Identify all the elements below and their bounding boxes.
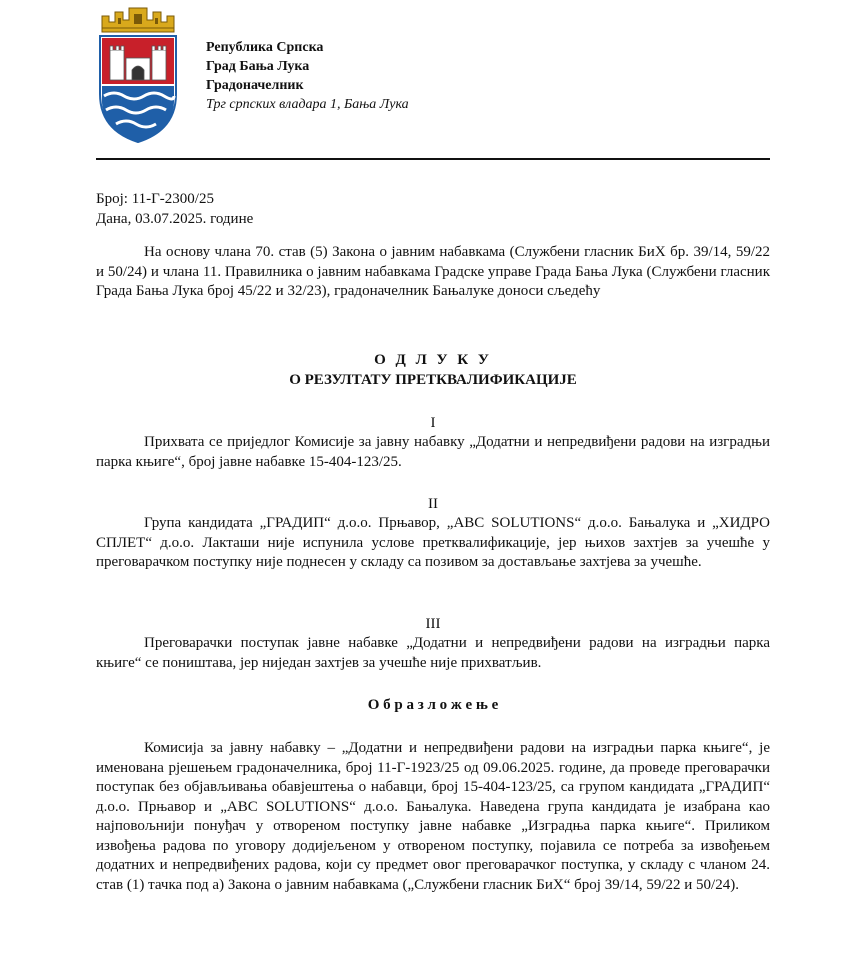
header-divider: [96, 158, 770, 160]
decision-subtitle: О РЕЗУЛТАТУ ПРЕТКВАЛИФИКАЦИЈЕ: [289, 372, 577, 388]
reference-number: Број: 11-Г-2300/25: [96, 191, 214, 207]
mural-crown-icon: [102, 8, 174, 32]
section-numeral: III: [425, 616, 441, 632]
document-reference: [96, 189, 253, 229]
section-text: Прихвата се приједлог Комисије за јавну набавку „Додатни и непредвиђени радови на изградњи парка књиге“, број јавне набавке 15-404-123/25.: [96, 434, 770, 470]
letterhead-office: Градоначелник: [206, 78, 304, 93]
letterhead: [206, 38, 409, 114]
letterhead-address: Трг српских владара 1, Бања Лука: [206, 97, 409, 112]
preamble-paragraph: На основу члана 70. став (5) Закона о јавним набавкама (Службени гласник БиХ бр. 39/14, 59/22 и 50/24) и члана 11. Правилника о јавним набавкама Градске управе Града Бања Лука (Службени гласник Града Бања Лука број 45/22 и 32/23), градоначелник Бањалуке доноси сљедећу: [96, 244, 770, 299]
banja-luka-coat-of-arms-logo: [96, 6, 180, 144]
river-waves-icon: [102, 86, 174, 142]
letterhead-republic: Република Српска: [206, 40, 324, 55]
reference-date: Дана, 03.07.2025. године: [96, 211, 254, 227]
letterhead-city: Град Бања Лука: [206, 59, 310, 74]
section-numeral: I: [430, 415, 436, 431]
section-text: Преговарачки поступак јавне набавке „Додатни и непредвиђени радови на изградњи парка књиге“ се поништава, јер ниједан захтјев за учешће није прихватљив.: [96, 635, 770, 671]
decision-title: О Д Л У К У: [374, 352, 492, 368]
section-numeral: II: [428, 496, 438, 512]
section-text: Група кандидата „ГРАДИП“ д.о.о. Прњавор, „ABC SOLUTIONS“ д.о.о. Бањалука и „ХИДРО СПЛЕТ“ д.о.о. Лакташи није испунила услове претквалификације, јер њихов захтјев за учешће у преговарачком поступку није поднесен у складу са позивом за достављање захтјева за учешће.: [96, 515, 770, 570]
reasoning-heading: О б р а з л о ж е њ е: [367, 697, 499, 713]
reasoning-paragraph: Комисија за јавну набавку – „Додатни и непредвиђени радови на изградњи парка књиге“, је именована рјешењем градоначелника, број 11-Г-1923/25 од 09.06.2025. године, да проведе преговарачки поступак без објављивања обавјештења о набавци, број 15-404-123/25, са групом кандидата „ГРАДИП“ д.о.о. Прњавор и „ABC SOLUTIONS“ д.о.о. Бањалука. Наведена група кандидата је изабрана као најповољнији понуђач у отвореном поступку јавне набавке „Изградња парка књиге“. Приликом извођења радова по уговору додијељеном у отвореном поступку, појавила се потреба за извођењем додатних и непредвиђених радова, који су предмет овог преговарачког поступка, у складу с чланом 24. став (1) тачка под а) Закона о јавним набавкама („Службени гласник БиХ“ број 39/14, 59/22 и 50/24).: [96, 740, 770, 893]
